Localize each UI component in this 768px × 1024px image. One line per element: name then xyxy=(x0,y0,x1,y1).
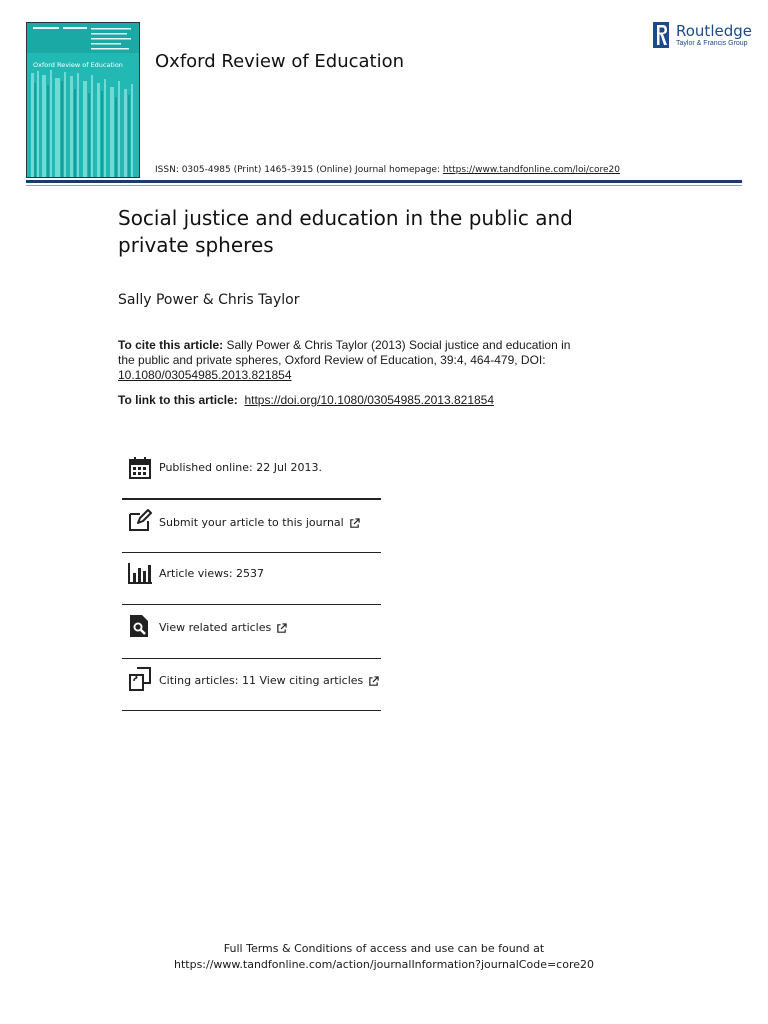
meta-divider xyxy=(122,710,381,711)
article-link-block xyxy=(118,393,494,407)
cite-label: To cite this article: xyxy=(118,338,224,352)
journal-cover-image xyxy=(26,22,140,178)
citing-row[interactable] xyxy=(122,667,381,693)
citing-label: Citing articles: 11 View citing articles xyxy=(159,674,364,687)
issn-text: ISSN: 0305-4985 (Print) 1465-3915 (Online) Journal homepage: xyxy=(155,165,443,175)
submit-row[interactable] xyxy=(122,508,381,534)
issn-line xyxy=(155,165,620,175)
journal-homepage-link[interactable]: https://www.tandfonline.com/loi/core20 xyxy=(442,165,620,175)
article-views: Article views: 2537 xyxy=(159,567,265,580)
article-doi-link[interactable]: https://doi.org/10.1080/03054985.2013.821854 xyxy=(244,393,495,407)
external-link-icon xyxy=(349,518,360,529)
citation-block xyxy=(118,338,578,383)
bar-chart-icon xyxy=(128,561,152,585)
routledge-r-icon xyxy=(653,22,673,48)
submit-article-link[interactable] xyxy=(159,516,360,529)
external-link-icon xyxy=(368,676,379,687)
header-divider xyxy=(26,180,742,183)
views-row xyxy=(122,561,381,583)
related-articles-link[interactable] xyxy=(159,621,287,634)
related-label: View related articles xyxy=(159,621,272,634)
cover-title: Oxford Review of Education xyxy=(33,61,123,69)
footer-terms-link[interactable]: https://www.tandfonline.com/action/journalInformation?journalCode=core20 xyxy=(173,958,595,971)
document-search-icon xyxy=(128,614,152,638)
journal-title: Oxford Review of Education xyxy=(155,51,405,72)
citing-articles-link[interactable] xyxy=(159,674,379,687)
published-date: Published online: 22 Jul 2013. xyxy=(159,461,322,474)
related-row[interactable] xyxy=(122,614,381,640)
publisher-subtitle: Taylor & Francis Group xyxy=(676,40,748,47)
cite-doi-link[interactable]: 10.1080/03054985.2013.821854 xyxy=(118,368,292,382)
publisher-name: Routledge xyxy=(676,22,752,40)
published-row xyxy=(122,456,381,480)
article-title: Social justice and education in the public and private spheres xyxy=(118,206,573,257)
meta-divider xyxy=(122,498,381,500)
meta-divider xyxy=(122,552,381,553)
link-label: To link to this article: xyxy=(118,393,242,407)
meta-divider xyxy=(122,604,381,605)
citing-articles-icon xyxy=(128,667,152,691)
header-divider-thin xyxy=(26,185,742,186)
article-authors: Sally Power & Chris Taylor xyxy=(118,292,300,308)
footer xyxy=(0,941,768,973)
cite-text: Sally Power & Chris Taylor (2013) Social justice and education in the public and private spheres, Oxford Review of Education, 39:4, 464-479, DOI: xyxy=(118,338,571,367)
submit-label: Submit your article to this journal xyxy=(159,516,344,529)
edit-icon xyxy=(128,508,152,532)
calendar-icon xyxy=(128,456,152,480)
footer-terms-text: Full Terms & Conditions of access and use can be found at xyxy=(223,942,545,955)
meta-divider xyxy=(122,658,381,659)
external-link-icon xyxy=(276,623,287,634)
